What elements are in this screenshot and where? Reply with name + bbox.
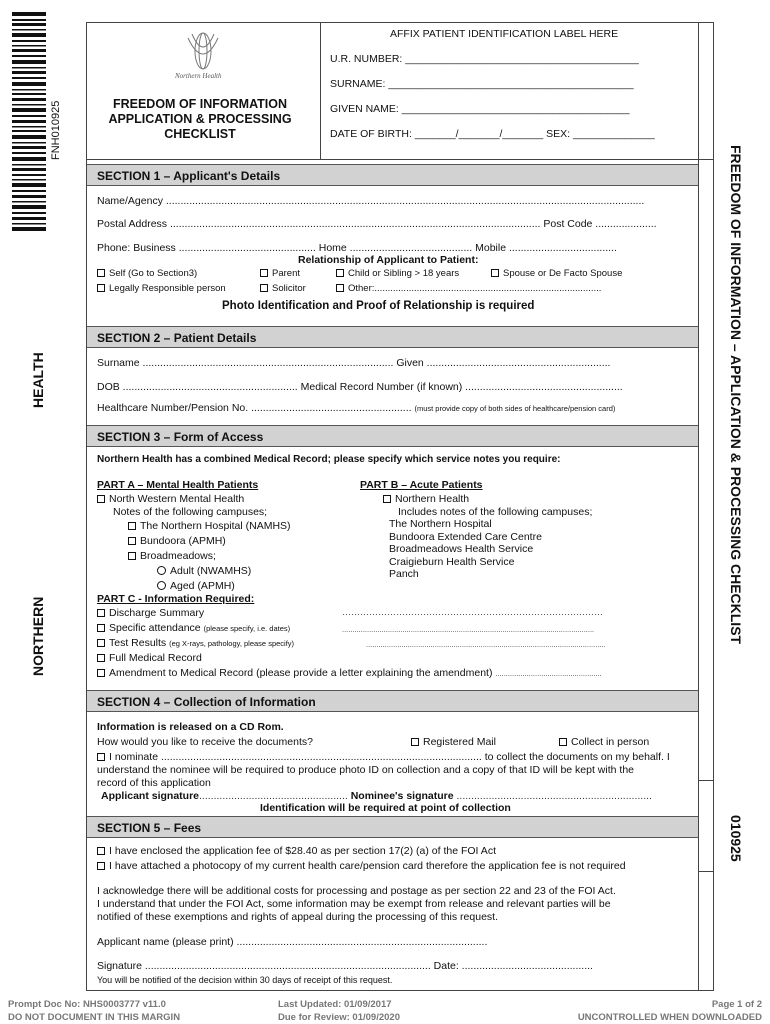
signature-date-field[interactable]: Signature .................................................................................................. Date: ............................................. — [97, 960, 593, 972]
part-b-heading: PART B – Acute Patients — [360, 479, 483, 491]
nominee-signature-dots: ................................................................... — [456, 790, 652, 802]
checkbox-icon[interactable] — [260, 284, 268, 292]
opt-legal-label: Legally Responsible person — [109, 283, 226, 294]
opt-parent-label: Parent — [272, 268, 300, 279]
notified-note: You will be notified of the decision within 30 days of receipt of this request. — [97, 975, 393, 985]
checkbox-icon[interactable] — [383, 495, 391, 503]
notes-campuses-b: Includes notes of the following campuses; — [398, 506, 593, 518]
bundoora-label: Bundoora (APMH) — [140, 535, 226, 547]
opt-other-label: Other:...................................................................................... — [348, 283, 602, 294]
ack-line-3: notified of these exemptions and rights of appeal during the processing of this request. — [97, 911, 498, 923]
campus-b-item: Broadmeadows Health Service — [389, 543, 534, 556]
patient-dob-field[interactable]: DOB ............................................................ Medical Record Number (if known) ...................................................... — [97, 381, 623, 393]
checkbox-icon[interactable] — [97, 862, 105, 870]
nominee-signature-label: Nominee's signature — [350, 790, 454, 802]
side-title: FREEDOM OF INFORMATION – APPLICATION & PROCESSING CHECKLIST — [728, 145, 744, 645]
part-c-heading: PART C - Information Required: — [97, 593, 255, 605]
section-5-header: SECTION 5 – Fees — [87, 816, 698, 838]
checkbox-icon[interactable] — [128, 522, 136, 530]
opt-namhs[interactable] — [128, 520, 291, 532]
checkbox-icon[interactable] — [97, 624, 105, 632]
opt-discharge[interactable] — [97, 607, 204, 619]
nwmh-label: North Western Mental Health — [109, 493, 245, 505]
campus-b-item: The Northern Hospital — [389, 518, 492, 530]
checkbox-icon[interactable] — [411, 738, 419, 746]
nominate-label: I nominate .............................................................................................................. to collect the documents on my behalf. I — [109, 751, 670, 763]
surname-label-field[interactable]: SURNAME: __________________________________________ — [330, 78, 634, 90]
opt-fee-waived[interactable] — [97, 860, 626, 872]
nominate-text-3: record of this application — [97, 777, 211, 789]
checkbox-icon[interactable] — [128, 552, 136, 560]
barcode — [12, 12, 46, 234]
hcn-label: Healthcare Number/Pension No. ....................................................... — [97, 402, 412, 414]
section-1-header: SECTION 1 – Applicant's Details — [87, 164, 698, 186]
checkbox-icon[interactable] — [97, 654, 105, 662]
full-record-label: Full Medical Record — [109, 652, 202, 664]
applicant-name-field[interactable]: Applicant name (please print) ...................................................................................... — [97, 936, 488, 948]
applicant-signature-label: Applicant signature — [101, 790, 200, 802]
collect-in-person-label: Collect in person — [571, 736, 650, 748]
side-label-northern: NORTHERN — [30, 596, 46, 676]
footer-page-number: Page 1 of 2 — [711, 999, 762, 1010]
opt-parent[interactable] — [260, 268, 300, 279]
checkbox-icon[interactable] — [97, 495, 105, 503]
checkbox-icon[interactable] — [97, 284, 105, 292]
footer-due-review: Due for Review: 01/09/2020 — [278, 1012, 400, 1023]
title-line-2: APPLICATION & PROCESSING — [108, 112, 292, 126]
photo-id-required: Photo Identification and Proof of Relationship is required — [222, 300, 535, 312]
checkbox-icon[interactable] — [97, 639, 105, 647]
ack-line-1: I acknowledge there will be additional costs for processing and postage as per section 22 and 23 of the FOI Act. — [97, 885, 616, 897]
id-required-note: Identification will be required at point of collection — [260, 802, 511, 814]
campuses-b-list — [389, 518, 542, 581]
side-label-health: HEALTH — [30, 352, 46, 408]
opt-child-label: Child or Sibling > 18 years — [348, 268, 460, 279]
campus-b-item: Craigieburn Health Service — [389, 555, 515, 568]
broadmeadows-label: Broadmeadows; — [140, 550, 216, 562]
aged-label: Aged (APMH) — [170, 580, 235, 592]
opt-self[interactable] — [97, 268, 197, 279]
opt-aged[interactable] — [157, 580, 235, 592]
name-agency-field[interactable]: Name/Agency .................................................................................................................................................................... — [97, 195, 645, 207]
campus-b-item: Panch — [389, 568, 419, 581]
opt-self-label: Self (Go to Section3) — [109, 268, 198, 279]
checkbox-icon[interactable] — [128, 537, 136, 545]
checkbox-icon[interactable] — [336, 269, 344, 277]
checkbox-icon[interactable] — [97, 847, 105, 855]
logo-text: Northern Health — [175, 72, 222, 80]
header-divider — [86, 159, 714, 160]
checkbox-icon[interactable] — [97, 269, 105, 277]
opt-bundoora[interactable] — [128, 535, 226, 547]
postal-address-field[interactable]: Postal Address ............................................................................................................................... Post Code ..................... — [97, 218, 657, 230]
checkbox-icon[interactable] — [336, 284, 344, 292]
footer-last-updated: Last Updated: 01/09/2017 — [278, 999, 392, 1010]
opt-solicitor[interactable] — [260, 283, 306, 294]
opt-tests[interactable] — [97, 637, 294, 649]
discharge-label: Discharge Summary — [109, 607, 205, 619]
discharge-dots[interactable]: …………………………………………………………………………… — [342, 607, 603, 617]
opt-fee-enclosed[interactable] — [97, 845, 496, 857]
header-vertical-divider — [320, 22, 321, 160]
opt-amendment[interactable] — [97, 667, 602, 679]
northern-health-logo-icon — [178, 30, 228, 72]
radio-icon[interactable] — [157, 581, 166, 590]
fee-enclosed-label: I have enclosed the application fee of $28.40 as per section 17(2) (a) of the FOI Act — [109, 845, 496, 857]
section-3-intro: Northern Health has a combined Medical Record; please specify which service notes you require: — [97, 454, 561, 465]
title-line-1: FREEDOM OF INFORMATION — [112, 97, 288, 111]
tests-note: (eg X-rays, pathology, please specify) — [169, 639, 295, 648]
opt-specific[interactable] — [97, 622, 290, 634]
checkbox-icon[interactable] — [559, 738, 567, 746]
opt-other[interactable] — [336, 283, 601, 294]
checkbox-icon[interactable] — [491, 269, 499, 277]
campus-b-item: Bundoora Extended Care Centre — [389, 530, 542, 543]
form-title — [88, 97, 312, 142]
relationship-heading: Relationship of Applicant to Patient: — [298, 254, 479, 266]
ur-number-field[interactable]: U.R. NUMBER: ________________________________________ — [330, 53, 639, 65]
hcn-note: (must provide copy of both sides of healthcare/pension card) — [414, 404, 616, 413]
tests-dots[interactable]: ................................................................................................................... — [366, 640, 606, 649]
signature-row[interactable] — [101, 790, 652, 802]
applicant-signature-dots: ................................................... — [199, 790, 348, 802]
receive-question: How would you like to receive the documents? — [97, 736, 313, 748]
opt-broadmeadows[interactable] — [128, 550, 216, 562]
namhs-label: The Northern Hospital (NAMHS) — [140, 520, 291, 532]
amendment-label: Amendment to Medical Record (please provide a letter explaining the amendment) — [109, 667, 493, 679]
notes-campuses-a: Notes of the following campuses; — [113, 506, 268, 518]
healthcare-number-field[interactable] — [97, 402, 615, 414]
specific-dots[interactable]: ......................................................................................................................... — [342, 625, 595, 634]
checkbox-icon[interactable] — [97, 669, 105, 677]
northern-health-label: Northern Health — [395, 493, 470, 505]
opt-adult[interactable] — [157, 565, 251, 577]
section-2-header: SECTION 2 – Patient Details — [87, 326, 698, 348]
opt-registered-mail[interactable] — [411, 736, 496, 748]
footer-doc-no: Prompt Doc No: NHS0003777 v11.0 — [8, 999, 166, 1010]
barcode-code: FNH010925 — [50, 100, 62, 160]
section-3-header: SECTION 3 – Form of Access — [87, 425, 698, 447]
checkbox-icon[interactable] — [97, 609, 105, 617]
amendment-dots: ................................................... — [495, 669, 602, 678]
phone-field[interactable]: Phone: Business ............................................... Home .......................................... Mobile ..................................... — [97, 242, 617, 254]
opt-collect-in-person[interactable] — [559, 736, 649, 748]
opt-full-record[interactable] — [97, 652, 202, 664]
cd-rom-note: Information is released on a CD Rom. — [97, 721, 284, 733]
checkbox-icon[interactable] — [260, 269, 268, 277]
checkbox-icon[interactable] — [97, 753, 105, 761]
footer-uncontrolled: UNCONTROLLED WHEN DOWNLOADED — [577, 1012, 762, 1023]
given-name-label-field[interactable]: GIVEN NAME: _______________________________________ — [330, 103, 630, 115]
affix-label-heading: AFFIX PATIENT IDENTIFICATION LABEL HERE — [390, 28, 619, 40]
opt-solicitor-label: Solicitor — [272, 283, 306, 294]
dob-sex-label-field[interactable]: DATE OF BIRTH: _______/_______/_______ SEX: ______________ — [330, 128, 655, 140]
side-code: 010925 — [728, 815, 744, 862]
fee-waived-label: I have attached a photocopy of my current health care/pension card therefore the application fee is not required — [109, 860, 626, 872]
section-4-header: SECTION 4 – Collection of Information — [87, 690, 698, 712]
opt-northern-health[interactable] — [383, 493, 469, 505]
adult-label: Adult (NWAMHS) — [170, 565, 252, 577]
tests-label: Test Results — [109, 637, 167, 649]
nominate-text-2: understand the nominee will be required to produce photo ID on collection and a copy of that ID will be kept with the — [97, 764, 634, 776]
opt-spouse-label: Spouse or De Facto Spouse — [503, 268, 623, 279]
patient-surname-field[interactable]: Surname ...................................................................................... Given ............................................................... — [97, 357, 611, 369]
radio-icon[interactable] — [157, 566, 166, 575]
footer-do-not-document: DO NOT DOCUMENT IN THIS MARGIN — [8, 1012, 181, 1023]
right-code-box — [698, 780, 714, 872]
part-a-heading: PART A – Mental Health Patients — [97, 479, 259, 491]
title-line-3: CHECKLIST — [164, 127, 236, 141]
registered-mail-label: Registered Mail — [423, 736, 496, 748]
opt-nominate[interactable] — [97, 751, 670, 763]
specific-note: (please specify, i.e. dates) — [203, 624, 291, 633]
opt-spouse[interactable] — [491, 268, 622, 279]
opt-legal[interactable] — [97, 283, 226, 294]
opt-nwmh[interactable] — [97, 493, 244, 505]
opt-child[interactable] — [336, 268, 459, 279]
ack-line-2: I understand that under the FOI Act, some information may be exempt from release and relevant parties will be — [97, 898, 611, 910]
specific-label: Specific attendance — [109, 622, 201, 634]
